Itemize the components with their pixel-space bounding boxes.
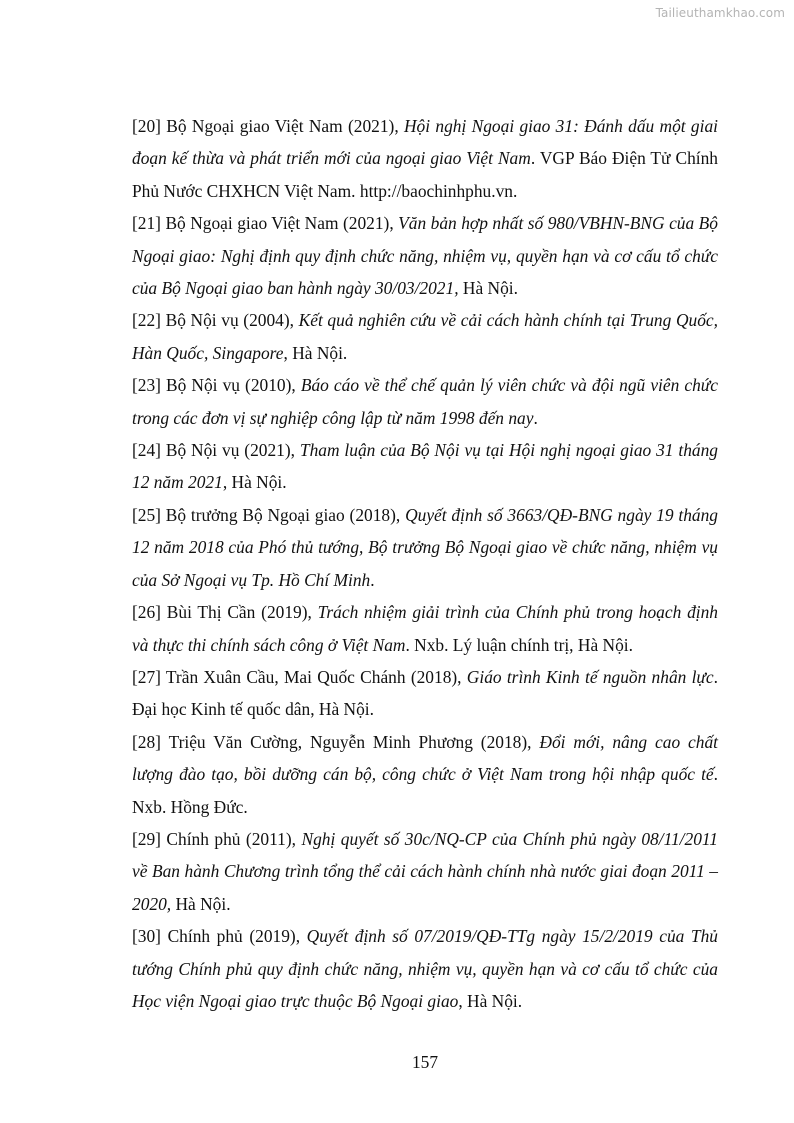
watermark-text: Tailieuthamkhao.com (655, 6, 785, 20)
reference-title: Quyết định số 07/2019/QĐ-TTg ngày 15/2/2019 của Thủ tướng Chính phủ quy định chức năng, nhiệm vụ, quyền hạn và cơ cấu tổ chức của Học viện Ngoại giao trực thuộc Bộ Ngoại giao (132, 926, 718, 1011)
reference-item (132, 434, 718, 499)
reference-publisher: , Hà Nội. (458, 990, 523, 1011)
reference-title: Quyết định số 3663/QĐ-BNG ngày 19 tháng 12 năm 2018 của Phó thủ tướng, Bộ trưởng Bộ Ngoại giao về chức năng, nhiệm vụ của Sở Ngoại vụ Tp. Hồ Chí Minh (132, 504, 718, 590)
reference-authors: [29] Chính phủ (2011), (132, 828, 302, 849)
reference-title: Nghị quyết số 30c/NQ-CP của Chính phủ ngày 08/11/2011 về Ban hành Chương trình tổng thể cải cách hành chính nhà nước giai đoạn 2011 – 2020, (132, 828, 718, 914)
reference-publisher: . Nxb. Hồng Đức. (132, 764, 718, 817)
reference-title: Tham luận của Bộ Nội vụ tại Hội nghị ngoại giao 31 tháng 12 năm 2021 (132, 440, 718, 493)
reference-authors: [21] Bộ Ngoại giao Việt Nam (2021), (132, 213, 399, 234)
reference-item (132, 499, 718, 596)
reference-publisher: . VGP Báo Điện Tử Chính Phủ Nước CHXHCN Việt Nam. http://baochinhphu.vn. (132, 148, 718, 201)
reference-item (132, 369, 718, 434)
reference-item (132, 920, 718, 1017)
reference-item (132, 110, 718, 207)
reference-authors: [30] Chính phủ (2019), (132, 926, 307, 947)
reference-title: Văn bản hợp nhất số 980/VBHN-BNG của Bộ Ngoại giao: Nghị định quy định chức năng, nhiệm vụ, quyền hạn và cơ cấu tổ chức của Bộ Ngoại giao ban hành ngày 30/03/2021, (132, 213, 718, 299)
reference-title: Kết quả nghiên cứu về cải cách hành chính tại Trung Quốc, Hàn Quốc, Singapore (132, 310, 718, 363)
reference-authors: [24] Bộ Nội vụ (2021), (132, 440, 300, 461)
reference-title: Đổi mới, nâng cao chất lượng đào tạo, bồi dưỡng cán bộ, công chức ở Việt Nam trong hội nhập quốc tế (132, 731, 718, 785)
reference-authors: [28] Triệu Văn Cường, Nguyễn Minh Phương (2018), (132, 731, 540, 752)
reference-publisher: Hà Nội. (171, 893, 231, 914)
reference-authors: [26] Bùi Thị Cần (2019), (132, 602, 318, 623)
reference-publisher: . (370, 569, 375, 590)
reference-item (132, 823, 718, 920)
page-number: 157 (411, 1052, 439, 1072)
reference-item (132, 304, 718, 369)
reference-item (132, 207, 718, 304)
reference-publisher: . (533, 407, 538, 428)
reference-authors: [22] Bộ Nội vụ (2004), (132, 310, 299, 331)
reference-authors: [27] Trần Xuân Cầu, Mai Quốc Chánh (2018), (132, 666, 467, 687)
reference-authors: [23] Bộ Nội vụ (2010), (132, 375, 301, 396)
reference-item (132, 596, 718, 661)
reference-item (132, 661, 718, 726)
reference-publisher: , Hà Nội. (283, 342, 348, 363)
reference-publisher: . Đại học Kinh tế quốc dân, Hà Nội. (132, 666, 718, 720)
reference-publisher: . Nxb. Lý luận chính trị, Hà Nội. (405, 634, 633, 655)
reference-publisher: , Hà Nội. (222, 472, 287, 493)
reference-item (132, 726, 718, 823)
reference-publisher: Hà Nội. (458, 278, 518, 299)
reference-list (132, 110, 718, 1017)
reference-title: Trách nhiệm giải trình của Chính phủ trong hoạch định và thực thi chính sách công ở Việt Nam (132, 602, 719, 655)
reference-authors: [20] Bộ Ngoại giao Việt Nam (2021), (132, 116, 404, 136)
reference-title: Giáo trình Kinh tế nguồn nhân lực (466, 666, 714, 687)
reference-authors: [25] Bộ trưởng Bộ Ngoại giao (2018), (132, 504, 406, 525)
reference-title: Báo cáo về thể chế quản lý viên chức và đội ngũ viên chức trong các đơn vị sự nghiệp công lập từ năm 1998 đến nay (132, 375, 718, 428)
reference-title: Hội nghị Ngoại giao 31: Đánh dấu một giai đoạn kế thừa và phát triển mới của ngoại giao Việt Nam (132, 116, 718, 169)
